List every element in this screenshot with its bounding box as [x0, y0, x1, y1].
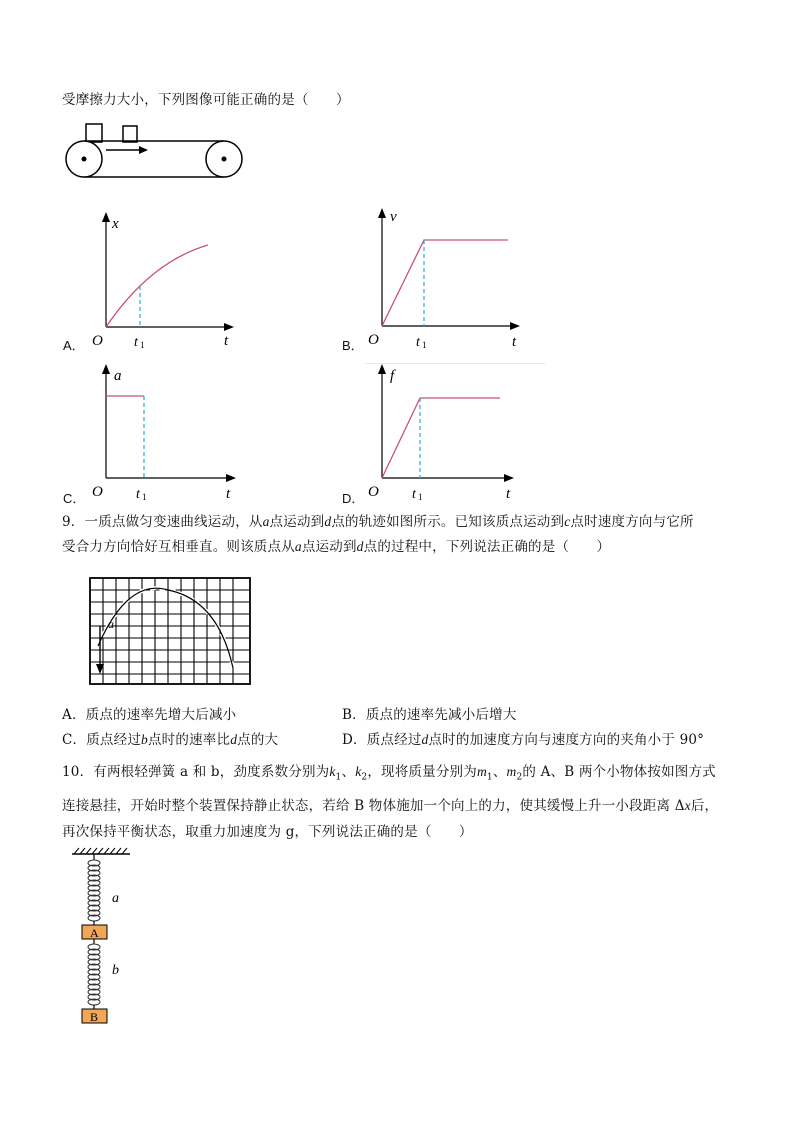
graph-a — [90, 212, 240, 352]
tick-label: t — [412, 487, 416, 502]
origin-label: O — [92, 333, 103, 349]
axis-x-label: t — [512, 334, 517, 350]
v-t-curve — [382, 240, 508, 326]
tick-sub: 1 — [418, 492, 423, 502]
x-t-curve — [106, 245, 208, 327]
axis-x-label: t — [506, 486, 511, 502]
q9-stem-line2: 受合力方向恰好互相垂直。则该质点从a点运动到d点的过程中，下列说法正确的是（ ） — [62, 539, 611, 555]
box-left — [86, 124, 102, 142]
trajectory-grid-figure — [88, 576, 258, 688]
option-d-label: D． — [342, 491, 365, 506]
axis-x-label: t — [226, 486, 231, 502]
axis-y-label: f — [390, 368, 395, 384]
origin-label: O — [92, 484, 103, 500]
tick-label: t — [416, 335, 420, 350]
spring-a — [88, 860, 100, 921]
axis-x-label: t — [224, 333, 229, 349]
q9-stem-line1: 9．一质点做匀变速曲线运动，从a点运动到d点的轨迹如图所示。已知该质点运动到c点时速度方向与它所 — [62, 514, 694, 530]
point-a-label: a — [108, 617, 114, 631]
spring-b — [88, 944, 100, 1005]
q10-stem-line3: 再次保持平衡状态，取重力加速度为 g，下列说法正确的是（ ） — [62, 824, 473, 840]
option-c-label: C． — [63, 491, 86, 506]
axis-y-label: x — [112, 216, 119, 232]
q9-option-d: D．质点经过d点时的加速度方向与速度方向的夹角小于 90° — [342, 732, 705, 748]
origin-label: O — [368, 484, 379, 500]
graph-d — [368, 364, 528, 504]
tick-sub: 1 — [422, 340, 427, 350]
option-a-label: A． — [63, 338, 85, 353]
trajectory-curve — [98, 588, 233, 668]
option-b-label: B． — [342, 338, 364, 353]
tick-label: t — [136, 487, 140, 502]
graph-b — [368, 208, 528, 348]
origin-label: O — [368, 332, 379, 348]
graph-c — [92, 364, 252, 504]
axis-y-label: a — [114, 368, 122, 384]
tick-sub: 1 — [140, 340, 145, 350]
q9-option-a: A．质点的速率先增大后减小 — [62, 707, 237, 723]
conveyor-figure — [64, 120, 264, 190]
q9-option-b: B．质点的速率先减小后增大 — [342, 707, 517, 723]
box-right — [123, 126, 137, 142]
q8-stem-end: 受摩擦力大小，下列图像可能正确的是（ ） — [62, 92, 350, 108]
block-b-label: B — [90, 1010, 99, 1024]
block-a-label: A — [90, 926, 99, 940]
axis-y-label: v — [390, 209, 397, 225]
q9-option-c: C．质点经过b点时的速率比d点的大 — [62, 732, 279, 748]
q10-stem-line1: 10．有两根轻弹簧 a 和 b，劲度系数分别为$k_1$、$k_2$，现将质量分别为$m_1$、$m_2$的 A、B 两个小物体按如图方式 — [62, 764, 716, 783]
f-t-curve — [382, 398, 500, 478]
spring-a-label: a — [112, 891, 119, 906]
tick-label: t — [134, 335, 138, 350]
spring-figure — [70, 848, 150, 1028]
q10-stem-line2: 连接悬挂，开始时整个装置保持静止状态，若给 B 物体施加一个向上的力，使其缓慢上升一小段距离 Δx后， — [62, 798, 719, 814]
arrow-right-icon — [139, 146, 148, 154]
spring-b-label: b — [112, 963, 119, 978]
tick-sub: 1 — [142, 492, 147, 502]
